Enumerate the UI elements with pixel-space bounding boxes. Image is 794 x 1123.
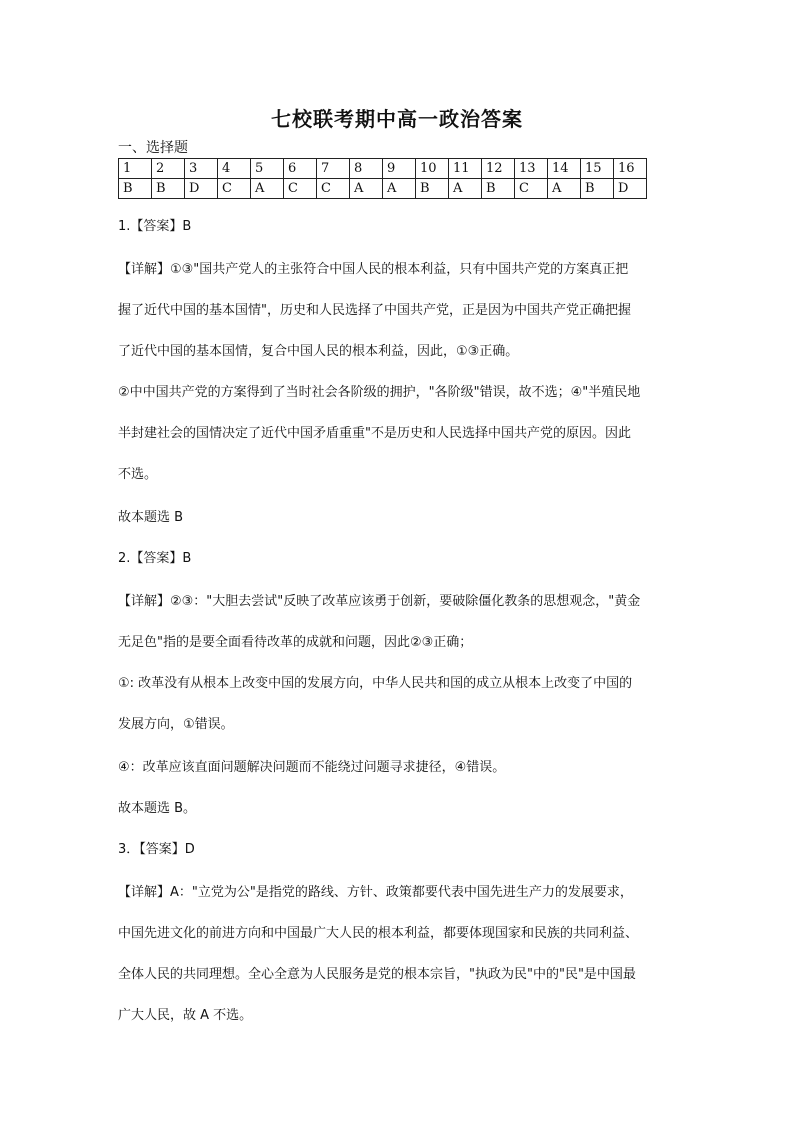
question-number-cell: 7 — [317, 159, 350, 179]
explanation-line: 发展方向，①错误。 — [118, 717, 234, 732]
explanation-line: 【详解】②③："大胆去尝试"反映了改革应该勇于创新，要破除僵化教条的思想观念，"黄金 — [118, 594, 641, 609]
explanation-line: 中国先进文化的前进方向和中国最广大人民的根本利益，都要体现国家和民族的共同利益、 — [118, 926, 639, 941]
explanation-line: 半封建社会的国情决定了近代中国矛盾重重"不是历史和人民选择中国共产党的原因。因此 — [118, 426, 631, 441]
question-number-cell: 6 — [284, 159, 317, 179]
answer-heading-3: 3．【答案】D — [118, 842, 195, 857]
explanation-line: 无足色"指的是要全面看待改革的成就和问题，因此②③正确； — [118, 635, 473, 650]
explanation-line: 不选。 — [118, 467, 158, 482]
answer-cell: A — [251, 179, 284, 199]
conclusion-line: 故本题选 B。 — [118, 801, 197, 816]
explanation-line: 了近代中国的基本国情，复合中国人民的根本利益，因此，①③正确。 — [118, 344, 519, 359]
answer-cell: D — [614, 179, 647, 199]
answer-cell: A — [548, 179, 581, 199]
answer-heading-2: 2.【答案】B — [118, 551, 192, 566]
answer-cell: D — [185, 179, 218, 199]
explanation-line: 【详解】A："立党为公"是指党的路线、方针、政策都要代表中国先进生产力的发展要求， — [118, 885, 633, 900]
answer-cell: A — [383, 179, 416, 199]
explanation-line: 【详解】①③"国共产党人的主张符合中国人民的根本利益，只有中国共产党的方案真正把 — [118, 262, 629, 277]
answer-cell: B — [152, 179, 185, 199]
answer-table-number-row — [119, 159, 647, 179]
answer-cell: C — [218, 179, 251, 199]
question-number-cell: 3 — [185, 159, 218, 179]
answer-cell: B — [581, 179, 614, 199]
question-number-cell: 11 — [449, 159, 482, 179]
question-number-cell: 16 — [614, 159, 647, 179]
answer-cell: C — [284, 179, 317, 199]
answer-cell: A — [350, 179, 383, 199]
explanation-line: ①: 改革没有从根本上改变中国的发展方向，中华人民共和国的成立从根本上改变了中国的 — [118, 676, 633, 691]
section-heading: 一、选择题 — [118, 140, 188, 156]
question-number-cell: 8 — [350, 159, 383, 179]
question-number-cell: 12 — [482, 159, 515, 179]
question-number-cell: 10 — [416, 159, 449, 179]
answer-cell: B — [482, 179, 515, 199]
answer-table-answer-row — [119, 179, 647, 199]
explanation-line: ④：改革应该直面问题解决问题而不能绕过问题寻求捷径，④错误。 — [118, 760, 506, 775]
answer-table — [118, 158, 647, 199]
question-number-cell: 9 — [383, 159, 416, 179]
answer-heading-1: 1.【答案】B — [118, 219, 192, 234]
conclusion-line: 故本题选 B — [118, 510, 184, 525]
explanation-line: 广大人民，故 A 不选。 — [118, 1008, 253, 1023]
answer-cell: C — [515, 179, 548, 199]
question-number-cell: 1 — [119, 159, 152, 179]
explanation-line: 全体人民的共同理想。全心全意为人民服务是党的根本宗旨，"执政为民"中的"民"是中国最 — [118, 967, 636, 982]
answer-cell: B — [119, 179, 152, 199]
question-number-cell: 15 — [581, 159, 614, 179]
question-number-cell: 4 — [218, 159, 251, 179]
question-number-cell: 13 — [515, 159, 548, 179]
answer-cell: C — [317, 179, 350, 199]
question-number-cell: 14 — [548, 159, 581, 179]
answer-cell: B — [416, 179, 449, 199]
page-title: 七校联考期中高一政治答案 — [271, 107, 523, 131]
question-number-cell: 2 — [152, 159, 185, 179]
question-number-cell: 5 — [251, 159, 284, 179]
explanation-line: 握了近代中国的基本国情"，历史和人民选择了中国共产党，正是因为中国共产党正确把握 — [118, 303, 631, 318]
answer-cell: A — [449, 179, 482, 199]
explanation-line: ②中中国共产党的方案得到了当时社会各阶级的拥护，"各阶级"错误，故不选；④"半殖民地 — [118, 385, 641, 400]
